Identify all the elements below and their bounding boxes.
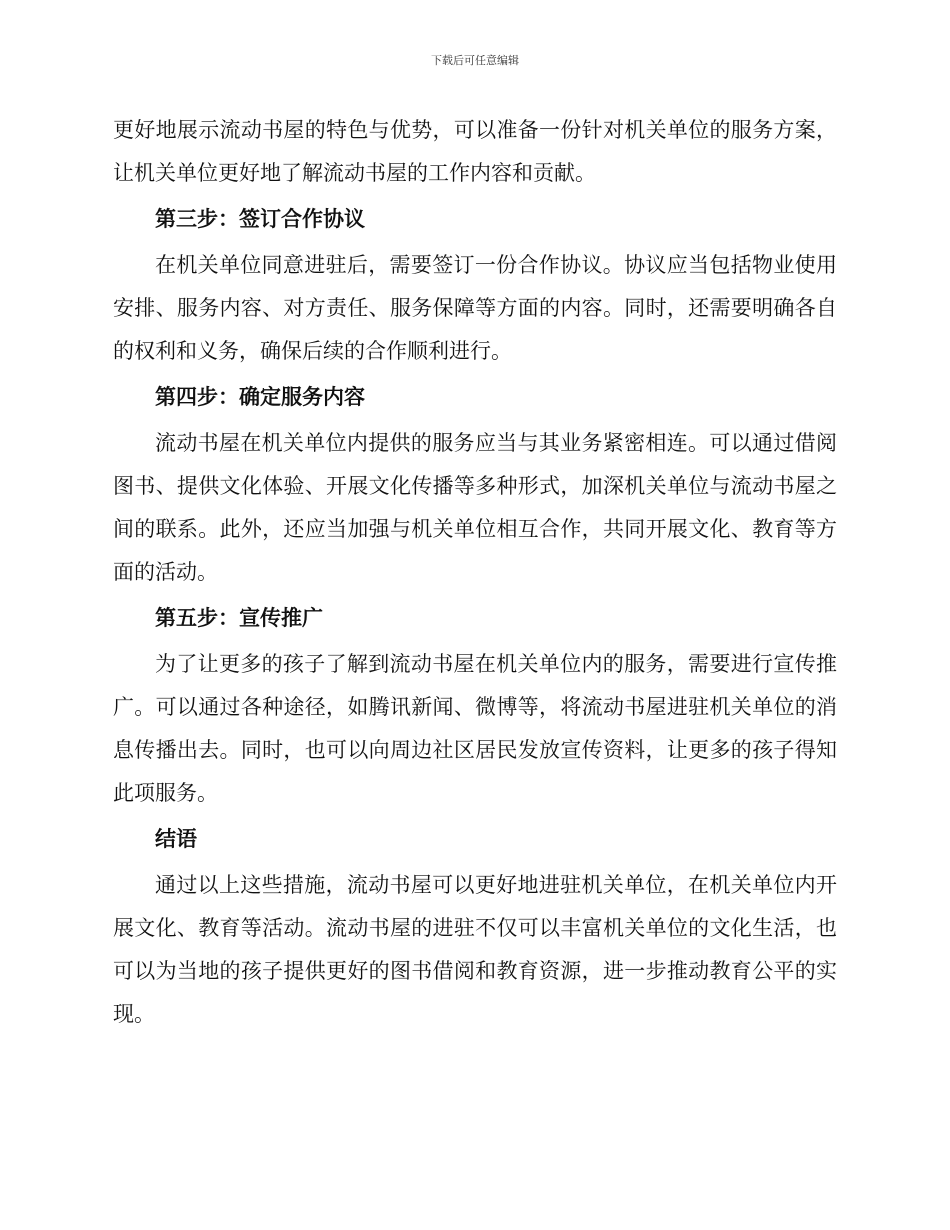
page-header: 下载后可任意编辑 xyxy=(431,54,519,67)
paragraph-step-five: 为了让更多的孩子了解到流动书屋在机关单位内的服务，需要进行宣传推广。可以通过各种途径，如腾讯新闻、微博等，将流动书屋进驻机关单位的消息传播出去。同时，也可以向周边社区居民发放宣传资料，让更多的孩子得知此项服务。 xyxy=(113,652,837,805)
paragraph-continued: 更好地展示流动书屋的特色与优势，可以准备一份针对机关单位的服务方案，让机关单位更好地了解流动书屋的工作内容和贡献。 xyxy=(113,118,837,185)
paragraph-conclusion: 通过以上这些措施，流动书屋可以更好地进驻机关单位，在机关单位内开展文化、教育等活动。流动书屋的进驻不仅可以丰富机关单位的文化生活，也可以为当地的孩子提供更好的图书借阅和教育资源，进一步推动教育公平的实现。 xyxy=(113,873,837,1026)
heading-step-four: 第四步：确定服务内容 xyxy=(155,385,365,409)
heading-step-five: 第五步：宣传推广 xyxy=(155,606,323,630)
heading-conclusion: 结语 xyxy=(155,827,197,851)
heading-step-three: 第三步：签订合作协议 xyxy=(155,207,365,231)
paragraph-step-three: 在机关单位同意进驻后，需要签订一份合作协议。协议应当包括物业使用安排、服务内容、对方责任、服务保障等方面的内容。同时，还需要明确各自的权利和义务，确保后续的合作顺利进行。 xyxy=(113,253,837,363)
paragraph-step-four: 流动书屋在机关单位内提供的服务应当与其业务紧密相连。可以通过借阅图书、提供文化体验、开展文化传播等多种形式，加深机关单位与流动书屋之间的联系。此外，还应当加强与机关单位相互合作，共同开展文化、教育等方面的活动。 xyxy=(113,431,837,584)
document-body xyxy=(113,109,837,1039)
